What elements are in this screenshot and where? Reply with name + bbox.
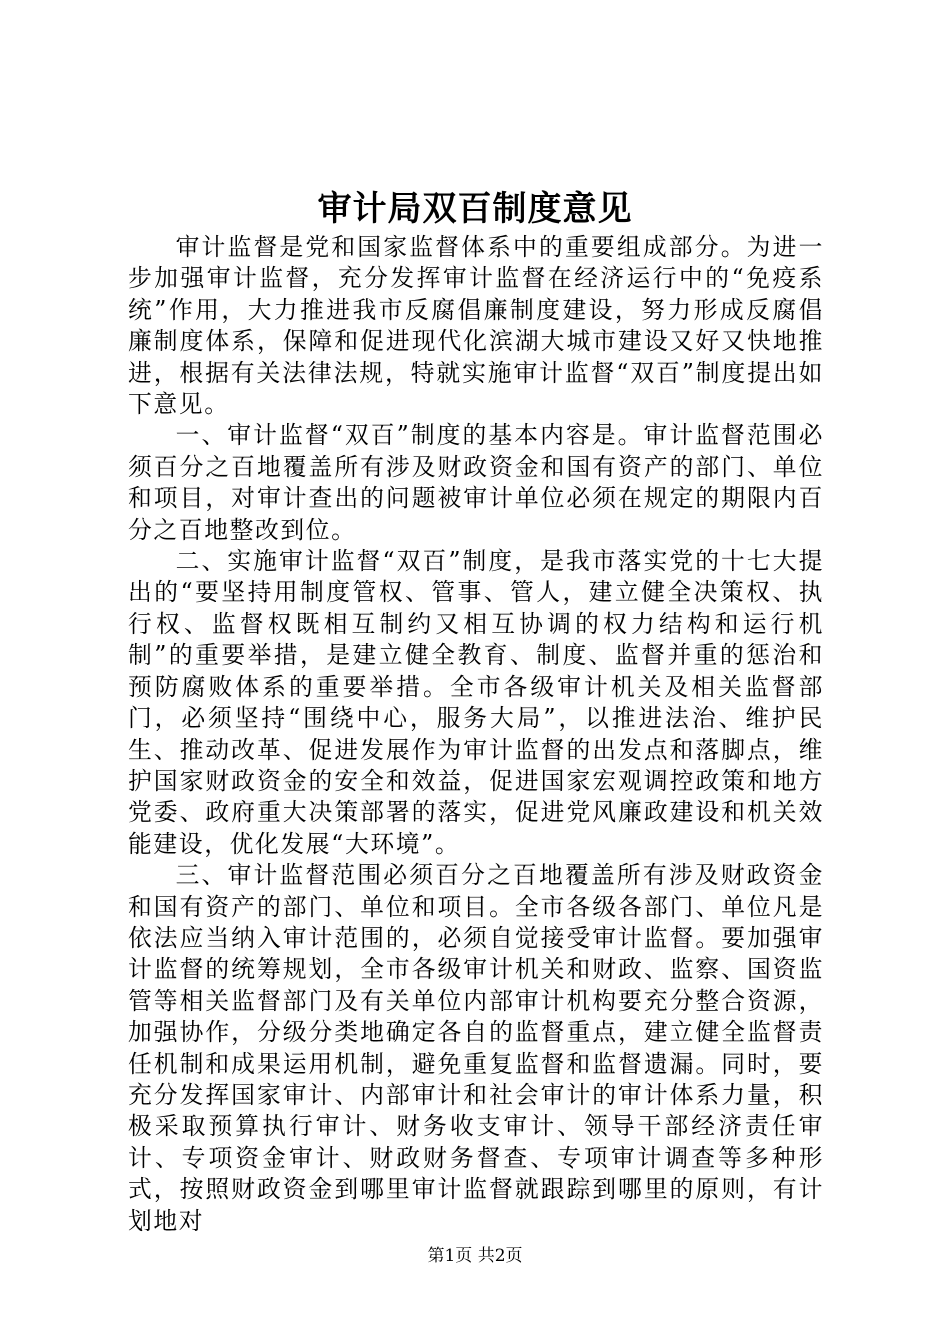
document-body: [128, 232, 824, 1237]
page-number-footer: 第1页 共2页: [427, 1246, 523, 1266]
paragraph-intro: 审计监督是党和国家监督体系中的重要组成部分。为进一步加强审计监督，充分发挥审计监督在经济运行中的“免疫系统”作用，大力推进我市反腐倡廉制度建设，努力形成反腐倡廉制度体系，保障和促进现代化滨湖大城市建设又好又快地推进，根据有关法律法规，特就实施审计监督“双百”制度提出如下意见。: [128, 233, 824, 419]
paragraph-section-1: 一、审计监督“双百”制度的基本内容是。审计监督范围必须百分之百地覆盖所有涉及财政资金和国有资产的部门、单位和项目，对审计查出的问题被审计单位必须在规定的期限内百分之百地整改到位。: [128, 421, 824, 544]
paragraph-section-3: 三、审计监督范围必须百分之百地覆盖所有涉及财政资金和国有资产的部门、单位和项目。全市各级各部门、单位凡是依法应当纳入审计范围的，必须自觉接受审计监督。要加强审计监督的统筹规划，全市各级审计机关和财政、监察、国资监管等相关监督部门及有关单位内部审计机构要充分整合资源，加强协作，分级分类地确定各自的监督重点，建立健全监督责任机制和成果运用机制，避免重复监督和监督遗漏。同时，要充分发挥国家审计、内部审计和社会审计的审计体系力量，积极采取预算执行审计、财务收支审计、领导干部经济责任审计、专项资金审计、财政财务督查、专项审计调查等多种形式，按照财政资金到哪里审计监督就跟踪到哪里的原则，有计划地对: [128, 861, 824, 1235]
document-title: 审计局双百制度意见: [317, 189, 633, 229]
paragraph-section-2: 二、实施审计监督“双百”制度，是我市落实党的十七大提出的“要坚持用制度管权、管事、管人，建立健全决策权、执行权、监督权既相互制约又相互协调的权力结构和运行机制”的重要举措，是建立健全教育、制度、监督并重的惩治和预防腐败体系的重要举措。全市各级审计机关及相关监督部门，必须坚持“围绕中心，服务大局”，以推进法治、维护民生、推动改革、促进发展作为审计监督的出发点和落脚点，维护国家财政资金的安全和效益，促进国家宏观调控政策和地方党委、政府重大决策部署的落实，促进党风廉政建设和机关效能建设，优化发展“大环境”。: [128, 547, 824, 858]
